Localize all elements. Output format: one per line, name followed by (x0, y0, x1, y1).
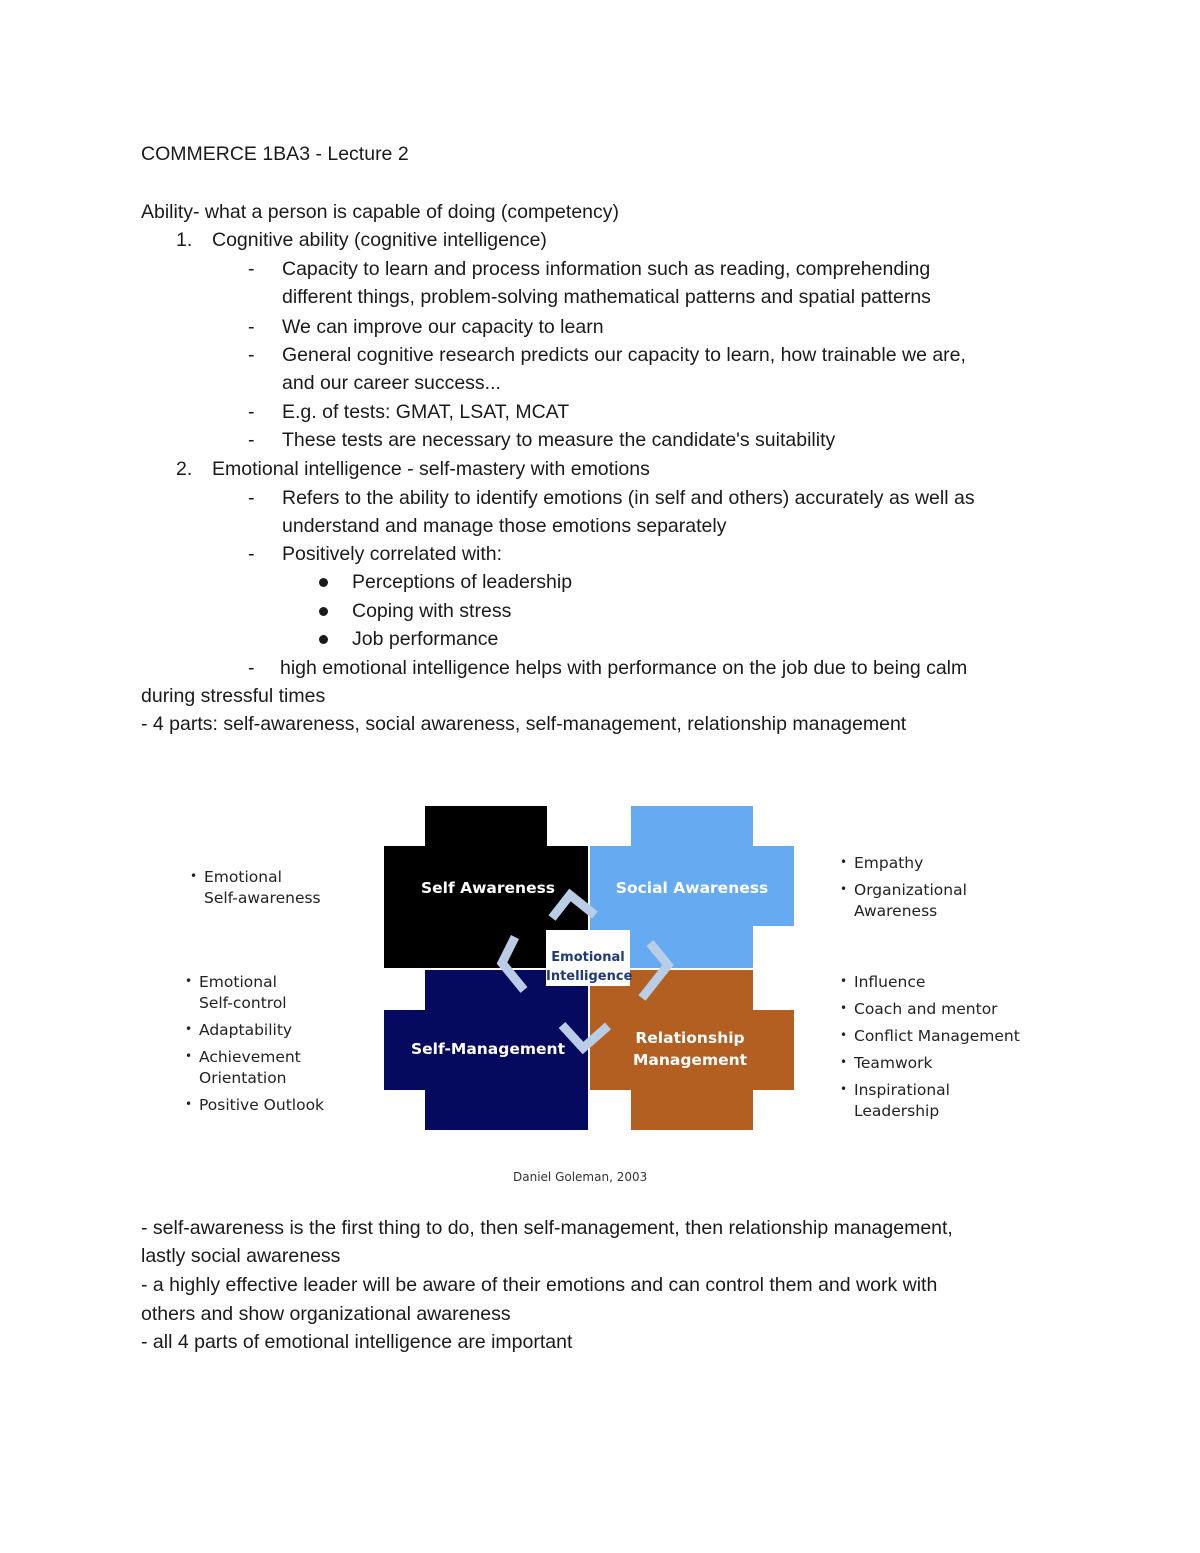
list-number-1: 1. (176, 229, 193, 251)
emotional-intelligence-diagram (180, 800, 1040, 1200)
after-line-1: - self-awareness is the first thing to do, then self-management, then relationship management, (141, 1217, 953, 1239)
sub-item-tests: E.g. of tests: GMAT, LSAT, MCAT (282, 401, 570, 423)
bullet-stress: Coping with stress (352, 600, 512, 622)
high-ei-line1: high emotional intelligence helps with performance on the job due to being calm (280, 657, 968, 679)
center-label (546, 948, 633, 986)
sub-item-capacity-line1: Capacity to learn and process information such as reading, comprehending (282, 258, 931, 280)
competency-item: • Adaptability (183, 1020, 324, 1041)
after-line-3: - a highly effective leader will be aware of their emotions and can control them and work with (141, 1274, 938, 1296)
competency-item: • Inspirational Leadership (838, 1080, 1020, 1122)
social-awareness-label: Social Awareness (615, 879, 769, 897)
list-item-cognitive-ability: Cognitive ability (cognitive intelligence) (212, 229, 547, 251)
dash-marker: - (248, 657, 255, 679)
relationship-management-label-line1: Relationship (635, 1029, 745, 1047)
competency-item: • Empathy (838, 853, 967, 874)
center-label-line2: Intelligence (546, 969, 633, 984)
self-awareness-competencies (188, 867, 321, 915)
bullet-dot (319, 607, 328, 616)
bullet-leadership: Perceptions of leadership (352, 571, 573, 593)
dash-marker: - (248, 316, 255, 338)
self-management-competencies (183, 972, 324, 1122)
sub-item-improve: We can improve our capacity to learn (282, 316, 604, 338)
competency-item: • Influence (838, 972, 1020, 993)
after-line-5: - all 4 parts of emotional intelligence are important (141, 1331, 573, 1353)
sub-item-capacity-line2: different things, problem-solving mathematical patterns and spatial patterns (282, 286, 931, 308)
list-number-2: 2. (176, 458, 193, 480)
competency-item: • Emotional Self-awareness (188, 867, 321, 909)
self-management-label: Self-Management (411, 1040, 565, 1058)
dash-marker: - (248, 258, 255, 280)
competency-item: • Conflict Management (838, 1026, 1020, 1047)
center-label-line1: Emotional (551, 950, 625, 965)
competency-item: • Coach and mentor (838, 999, 1020, 1020)
sub-item-research-line2: and our career success... (282, 372, 501, 394)
after-line-4: others and show organizational awareness (141, 1303, 511, 1325)
sub-item-refers-line2: understand and manage those emotions separately (282, 515, 727, 537)
dash-marker: - (248, 401, 255, 423)
competency-item: • Teamwork (838, 1053, 1020, 1074)
competency-item: • Emotional Self-control (183, 972, 324, 1014)
bullet-dot (319, 635, 328, 644)
social-awareness-competencies (838, 853, 967, 928)
dash-marker: - (248, 487, 255, 509)
relationship-management-competencies (838, 972, 1020, 1128)
doc-title: COMMERCE 1BA3 - Lecture 2 (141, 143, 409, 165)
sub-item-suitability: These tests are necessary to measure the candidate's suitability (282, 429, 836, 451)
diagram-caption: Daniel Goleman, 2003 (513, 1170, 648, 1184)
sub-item-refers-line1: Refers to the ability to identify emotions (in self and others) accurately as well as (282, 487, 975, 509)
sub-item-research-line1: General cognitive research predicts our capacity to learn, how trainable we are, (282, 344, 966, 366)
ability-definition: Ability- what a person is capable of doing (competency) (141, 201, 619, 223)
dash-marker: - (248, 344, 255, 366)
competency-item: • Organizational Awareness (838, 880, 967, 922)
dash-marker: - (248, 543, 255, 565)
four-parts-line: - 4 parts: self-awareness, social awareness, self-management, relationship management (141, 713, 907, 735)
list-item-emotional-intelligence: Emotional intelligence - self-mastery with emotions (212, 458, 650, 480)
relationship-management-label-line2: Management (632, 1051, 748, 1069)
dash-marker: - (248, 429, 255, 451)
competency-item: • Achievement Orientation (183, 1047, 324, 1089)
after-line-2: lastly social awareness (141, 1245, 341, 1267)
bullet-dot (319, 578, 328, 587)
competency-item: • Positive Outlook (183, 1095, 324, 1116)
self-awareness-label: Self Awareness (420, 879, 556, 897)
bullet-performance: Job performance (352, 628, 499, 650)
sub-item-correlated: Positively correlated with: (282, 543, 503, 565)
high-ei-line2: during stressful times (141, 685, 326, 707)
